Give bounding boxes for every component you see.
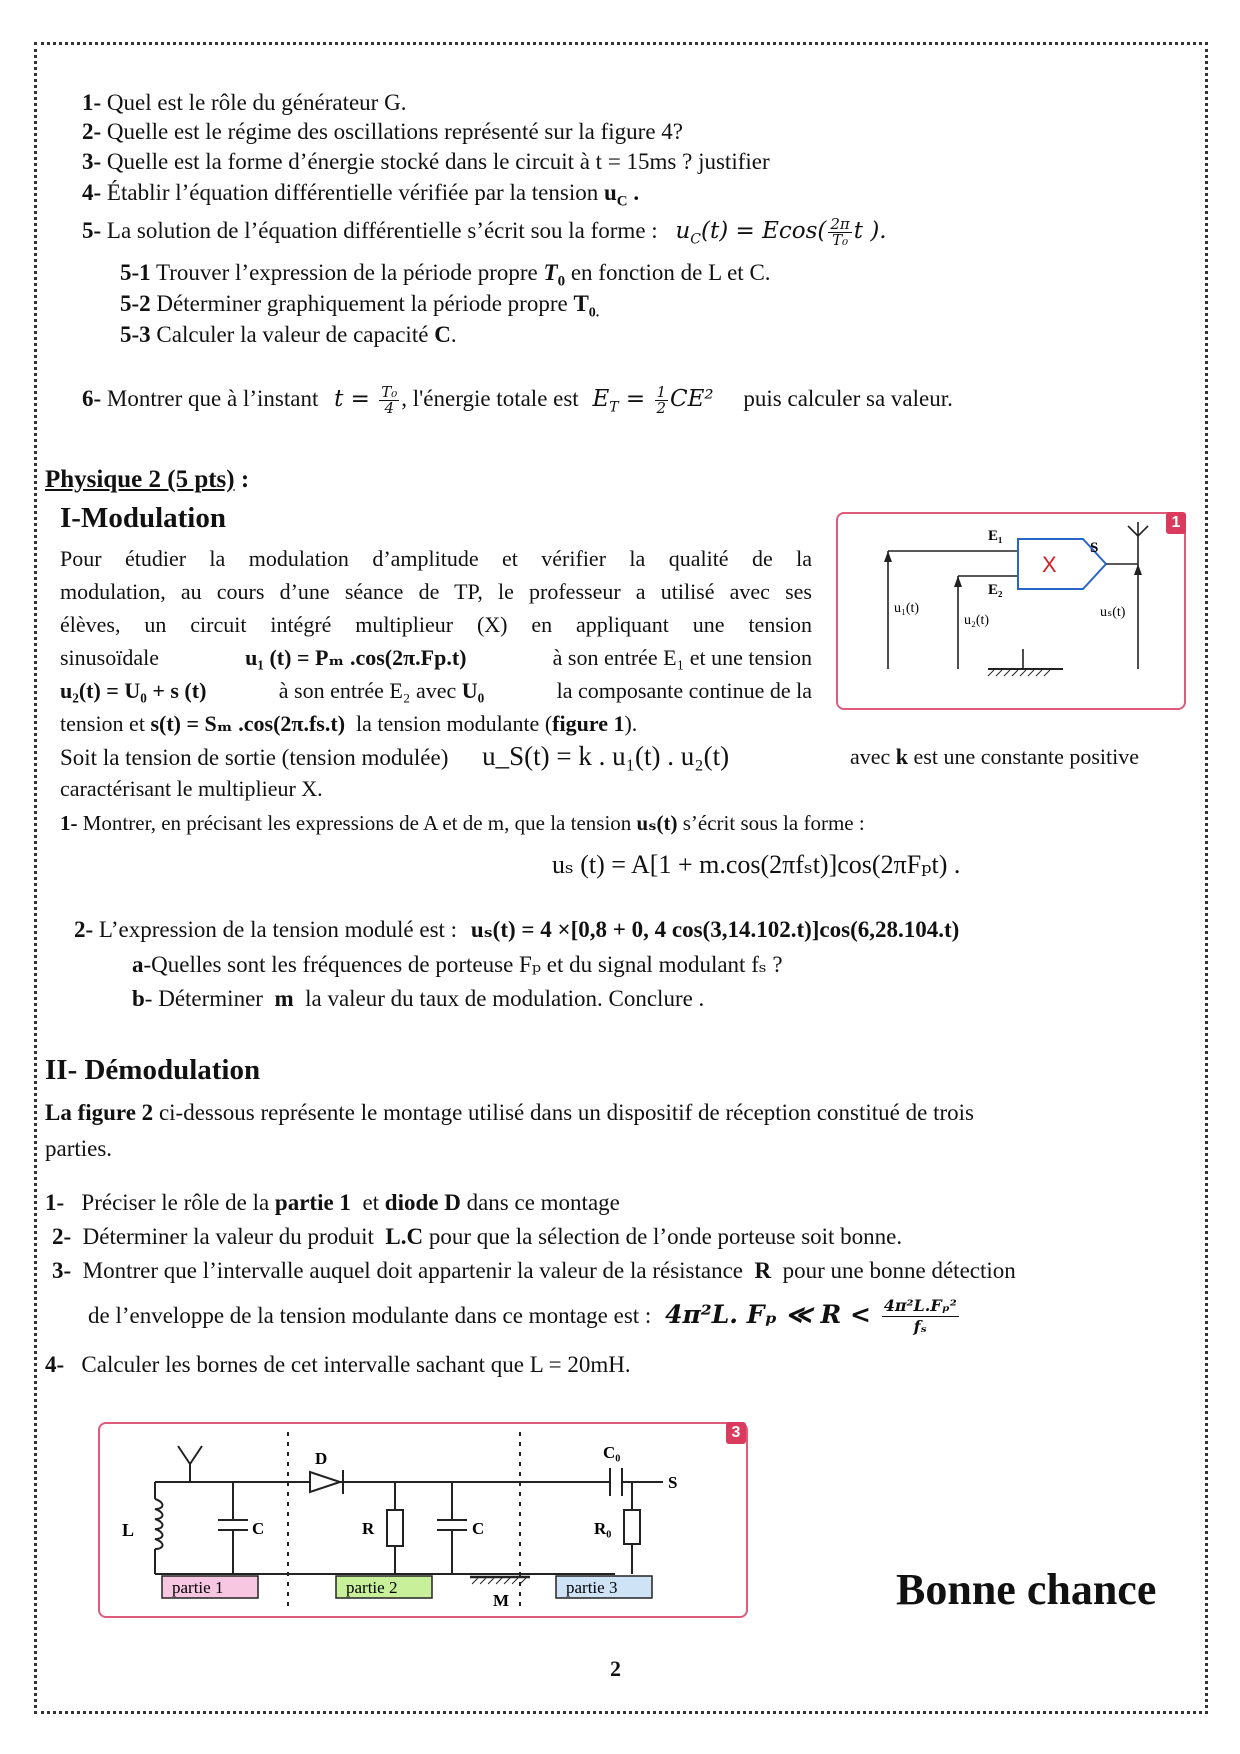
demodulation-title: II- Démodulation	[45, 1054, 261, 1086]
label-c2: C	[472, 1519, 485, 1538]
label-c1: C	[252, 1519, 265, 1538]
resistor-r	[387, 1510, 403, 1546]
antenna-icon	[178, 1446, 202, 1482]
modulation-title: I-Modulation	[60, 502, 226, 534]
u2-label: u₂(t)	[964, 613, 990, 628]
label-d: D	[315, 1449, 328, 1468]
label-c0: C₀	[603, 1443, 621, 1462]
question-1: 1- Quel est le rôle du générateur G.	[82, 90, 407, 115]
mod-question-2b: b- Déterminer m la valeur du taux de modulation. Conclure .	[132, 986, 705, 1011]
figure-3-diagram	[100, 1424, 746, 1616]
k-constant-line: avec k est une constante positive	[850, 744, 1139, 769]
question-6: 6- Montrer que à l’instant t = $\frac{\text{T₀}}{4}$ , l'énergie totale est $E_T$ = $\frac{1}{2}$ CE² puis calculer sa valeur.	[82, 382, 953, 417]
figure-1-badge: 1	[1166, 512, 1186, 534]
figure-1-multiplier-circuit	[836, 512, 1186, 710]
label-s: S	[668, 1473, 678, 1492]
partie-3-label: partie 3	[566, 1578, 618, 1597]
e1-label: E₁	[988, 528, 1003, 544]
u1-label: u₁(t)	[894, 601, 920, 616]
diode-d	[310, 1472, 340, 1492]
sub-question-5-3: 5-3 Calculer la valeur de capacité C.	[120, 322, 457, 347]
us-label: uₛ(t)	[1100, 605, 1126, 620]
page-number: 2	[610, 1656, 621, 1681]
section-physique-2-title: Physique 2 (5 pts) :	[45, 466, 250, 493]
question-3: 3- Quelle est la forme d’énergie stocké dans le circuit à t = 15ms ? justifier	[82, 149, 770, 174]
demod-question-2: 2- Déterminer la valeur du produit L.C pour que la sélection de l’onde porteuse soit bonne.	[52, 1224, 903, 1249]
demodulation-intro: La figure 2 ci-dessous représente le montage utilisé dans un dispositif de réception constitué de trois	[45, 1100, 974, 1125]
question-2: 2- Quelle est le régime des oscillations représenté sur la figure 4?	[82, 119, 683, 144]
figure-3-badge: 3	[726, 1422, 746, 1444]
antenna-icon	[1128, 522, 1148, 536]
s-label: S	[1090, 540, 1099, 556]
demod-question-4: 4- Calculer les bornes de cet intervalle sachant que L = 20mH.	[45, 1352, 631, 1377]
demod-question-1: 1- Préciser le rôle de la partie 1 et diode D dans ce montage	[45, 1190, 620, 1215]
e2-label: E₂	[988, 582, 1003, 598]
figure-1-diagram	[838, 514, 1184, 708]
modulated-voltage-line: Soit la tension de sortie (tension modulée) u_S(t) = k . u₁(t) . u₂(t)	[60, 741, 730, 771]
modulated-voltage-formula: uₛ (t) = A[1 + m.cos(2πfₛt)]cos(2πFₚt) .	[552, 850, 961, 879]
label-l: L	[122, 1520, 135, 1540]
resistor-r0	[624, 1510, 640, 1544]
demod-question-3-cont: de l’enveloppe de la tension modulante dans ce montage est : 4π²L. Fₚ ≪ R < $\frac{\text{4π²L.Fₚ²}}{\text{fₛ}}$	[88, 1296, 961, 1337]
partie-1-label: partie 1	[172, 1578, 224, 1597]
label-r: R	[362, 1519, 375, 1538]
closing-message: Bonne chance	[896, 1565, 1157, 1614]
mod-question-2: 2- L’expression de la tension modulé est : uₛ(t) = 4 ×[0,8 + 0, 4 cos(3,14.102.t)]cos(6,28.104.t)	[74, 917, 960, 942]
mod-question-2a: a-Quelles sont les fréquences de porteuse Fₚ et du signal modulant fₛ ?	[132, 952, 783, 977]
r-inequality: 4π²L. Fₚ ≪ R < $\frac{\text{4π²L.Fₚ²}}{\text{fₛ}}$	[665, 1296, 957, 1336]
question-4: 4- Établir l’équation différentielle vérifiée par la tension $u_C$ .	[82, 180, 640, 210]
multiplier-x-label: X	[1042, 552, 1057, 577]
label-m: M	[493, 1591, 510, 1610]
figure-2-demodulation-circuit	[98, 1422, 748, 1618]
modulation-paragraph-end: caractérisant le multiplieur X.	[60, 776, 323, 801]
mod-question-1: 1- Montrer, en précisant les expressions de A et de m, que la tension uₛ(t) s’écrit sous la forme :	[60, 811, 865, 835]
demodulation-intro-end: parties.	[45, 1136, 113, 1161]
inductor-l	[155, 1499, 163, 1549]
sub-question-5-1: 5-1 Trouver l’expression de la période propre $T_0$ en fonction de L et C.	[120, 260, 771, 290]
demod-question-3: 3- Montrer que l’intervalle auquel doit appartenir la valeur de la résistance R pour une bonne détection	[52, 1258, 1016, 1283]
sub-question-5-2: 5-2 Déterminer graphiquement la période propre $T_{0.}$	[120, 291, 600, 321]
question-5: 5- La solution de l’équation différentielle s’écrit sou la forme : $u_C(t) = Ecos$( $\frac{2\pi}{\text{T₀}}$ t ).	[82, 214, 887, 249]
partie-2-label: partie 2	[346, 1578, 398, 1597]
label-r0: R₀	[594, 1519, 612, 1538]
modulation-paragraph: Pour étudier la modulation d’amplitude et vérifier la qualité de la modulation, au cours d’une séance de TP, le professeur a utilisé avec ses élèves, un circuit intégré multiplieur (X) en appliquant une tension sinusoïdale u₁ (t) = Pₘ .cos(2π.Fp.t) à son entrée E₁ et une tension u₂(t) = U₀ + s (t) à son entrée E₂ avec U₀ la composante continue de la tension et s(t) = Sₘ .cos(2π.fs.t) la tension modulante (figure 1).	[60, 546, 812, 736]
equation-5: $u_C(t) = Ecos$( $\frac{2\pi}{\text{T₀}}$ t ).	[675, 214, 887, 249]
